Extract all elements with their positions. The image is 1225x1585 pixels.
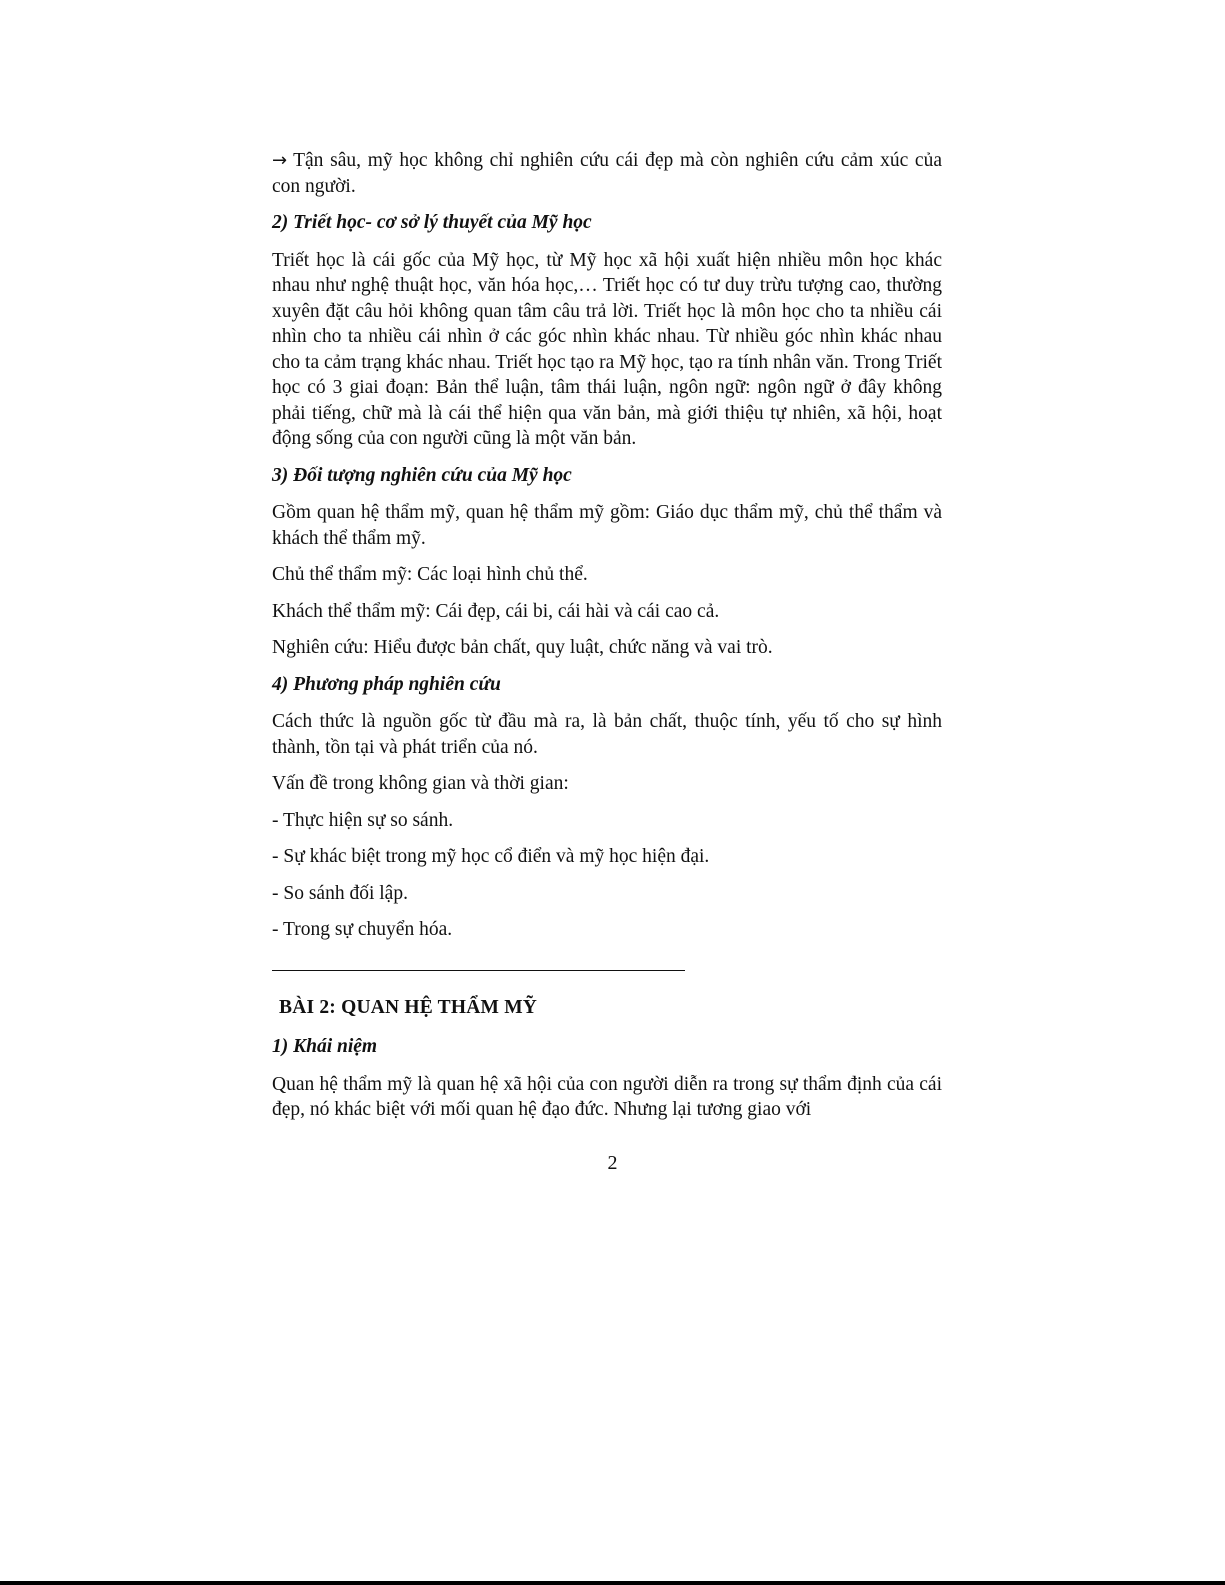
list-item: - So sánh đối lập.: [272, 882, 408, 904]
list-item: - Thực hiện sự so sánh.: [272, 809, 454, 831]
lesson-2-title: BÀI 2: QUAN HỆ THẨM MỸ: [279, 996, 538, 1018]
section-3-paragraph: Gồm quan hệ thẩm mỹ, quan hệ thẩm mỹ gồm: Giáo dục thẩm mỹ, chủ thể thẩm và khách thể thẩm mỹ.: [272, 502, 942, 549]
section-3-paragraph: Khách thể thẩm mỹ: Cái đẹp, cái bi, cái hài và cái cao cả.: [272, 600, 720, 622]
section-2-paragraph: Triết học là cái gốc của Mỹ học, từ Mỹ học xã hội xuất hiện nhiều môn học khác nhau như nghệ thuật học, văn hóa học,… Triết học có tư duy trừu tượng cao, thường xuyên đặt câu hỏi không quan tâm câu trả lời. Triết học là môn học cho ta nhiều cái nhìn cho ta nhiều cái nhìn ở các góc nhìn khác nhau. Từ nhiều góc nhìn khác nhau cho ta cảm trạng khác nhau. Triết học tạo ra Mỹ học, tạo ra tính nhân văn. Trong Triết học có 3 giai đoạn: Bản thể luận, tâm thái luận, ngôn ngữ: ngôn ngữ ở đây không phải tiếng, chữ mà là cái thể hiện qua văn bản, mà giới thiệu tự nhiên, xã hội, hoạt động sống của con người cũng là một văn bản.: [272, 249, 942, 449]
arrow-icon: →: [272, 150, 288, 171]
section-2-heading: 2) Triết học- cơ sở lý thuyết của Mỹ học: [272, 212, 592, 233]
intro-text: Tận sâu, mỹ học không chỉ nghiên cứu cái đẹp mà còn nghiên cứu cảm xúc của con người.: [272, 150, 942, 197]
section-4-paragraph: Vấn đề trong không gian và thời gian:: [272, 773, 569, 794]
page-content: [272, 148, 942, 1134]
section-3-heading: 3) Đối tượng nghiên cứu của Mỹ học: [272, 464, 572, 486]
list-item: - Trong sự chuyển hóa.: [272, 919, 453, 940]
list-item: - Sự khác biệt trong mỹ học cổ điển và mỹ học hiện đại.: [272, 846, 710, 867]
bottom-edge-divider: [0, 1581, 1225, 1585]
lesson-2-paragraph: Quan hệ thẩm mỹ là quan hệ xã hội của con người diễn ra trong sự thẩm định của cái đẹp, nó khác biệt với mối quan hệ đạo đức. Nhưng lại tương giao với: [272, 1073, 942, 1120]
lesson-2-subheading: 1) Khái niệm: [272, 1036, 378, 1057]
section-4-paragraph: Cách thức là nguồn gốc từ đầu mà ra, là bản chất, thuộc tính, yếu tố cho sự hình thành, tồn tại và phát triển của nó.: [272, 711, 942, 758]
page-number: 2: [607, 1152, 618, 1174]
section-3-paragraph: Nghiên cứu: Hiểu được bản chất, quy luật, chức năng và vai trò.: [272, 637, 773, 658]
intro-paragraph: [272, 148, 942, 199]
section-3-paragraph: Chủ thể thẩm mỹ: Các loại hình chủ thể.: [272, 564, 588, 585]
horizontal-divider: [272, 970, 685, 971]
section-4-heading: 4) Phương pháp nghiên cứu: [272, 673, 501, 695]
